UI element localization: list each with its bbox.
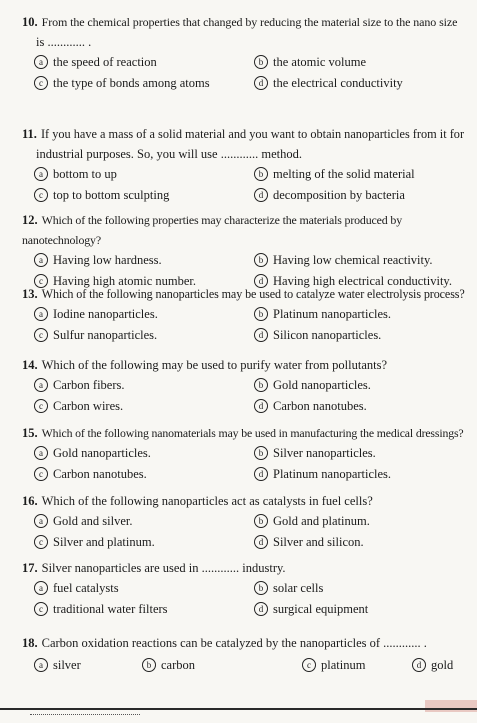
option-a[interactable] bbox=[34, 250, 162, 271]
question-18 bbox=[22, 633, 470, 676]
option-c[interactable] bbox=[34, 599, 168, 620]
option-mark: d bbox=[412, 658, 426, 672]
option-a[interactable] bbox=[34, 375, 125, 396]
option-a[interactable] bbox=[34, 52, 157, 73]
stem-line: Which of the following nanoparticles may be used to catalyze water electrolysis process? bbox=[41, 287, 465, 301]
option-text: bottom to up bbox=[53, 167, 117, 181]
option-mark: d bbox=[254, 399, 268, 413]
option-text: the speed of reaction bbox=[53, 55, 157, 69]
option-a[interactable] bbox=[34, 164, 117, 185]
option-text: Gold nanoparticles. bbox=[53, 446, 151, 460]
option-text: Platinum nanoparticles. bbox=[273, 467, 392, 481]
option-text: Having high electrical conductivity. bbox=[273, 274, 452, 288]
footer-scribble bbox=[30, 714, 140, 721]
option-text: the atomic volume bbox=[273, 55, 367, 69]
option-b[interactable] bbox=[254, 443, 376, 464]
option-d[interactable] bbox=[254, 396, 367, 417]
option-mark: c bbox=[34, 76, 48, 90]
option-mark: a bbox=[34, 378, 48, 392]
options-row bbox=[22, 375, 470, 396]
option-mark: b bbox=[254, 307, 268, 321]
option-b[interactable] bbox=[254, 511, 370, 532]
options-row bbox=[22, 655, 470, 676]
question-number: 16. bbox=[22, 494, 38, 508]
question-16 bbox=[22, 491, 470, 553]
option-a[interactable] bbox=[34, 443, 151, 464]
option-mark: d bbox=[254, 467, 268, 481]
option-mark: c bbox=[34, 328, 48, 342]
option-d[interactable] bbox=[412, 655, 453, 676]
option-mark: c bbox=[34, 467, 48, 481]
stem-line: industrial purposes. So, you will use ............ method. bbox=[36, 147, 302, 161]
option-d[interactable] bbox=[254, 325, 381, 346]
option-text: Gold and platinum. bbox=[273, 514, 370, 528]
option-text: Silver and platinum. bbox=[53, 535, 155, 549]
question-stem bbox=[22, 423, 470, 443]
option-mark: d bbox=[254, 328, 268, 342]
option-text: Having high atomic number. bbox=[53, 274, 197, 288]
options-row bbox=[22, 578, 470, 599]
stem-line: Carbon oxidation reactions can be catalyzed by the nanoparticles of ............ . bbox=[41, 636, 427, 650]
option-mark: a bbox=[34, 658, 48, 672]
option-mark: c bbox=[34, 274, 48, 288]
question-stem bbox=[22, 558, 470, 578]
option-text: Sulfur nanoparticles. bbox=[53, 328, 158, 342]
options-row bbox=[22, 325, 470, 346]
option-text: Having low chemical reactivity. bbox=[273, 253, 433, 267]
option-text: Carbon nanotubes. bbox=[273, 399, 367, 413]
option-text: Iodine nanoparticles. bbox=[53, 307, 158, 321]
option-text: Silver and silicon. bbox=[273, 535, 364, 549]
option-mark: d bbox=[254, 76, 268, 90]
options-row bbox=[22, 52, 470, 73]
options-row bbox=[22, 304, 470, 325]
option-mark: b bbox=[254, 514, 268, 528]
option-text: the electrical conductivity bbox=[273, 76, 403, 90]
question-15 bbox=[22, 423, 470, 485]
question-number: 13. bbox=[22, 287, 38, 301]
option-text: Having low hardness. bbox=[53, 253, 162, 267]
option-d[interactable] bbox=[254, 532, 364, 553]
option-a[interactable] bbox=[34, 655, 81, 676]
option-text: Gold and silver. bbox=[53, 514, 133, 528]
options-row bbox=[22, 185, 470, 206]
option-mark: b bbox=[142, 658, 156, 672]
option-text: Silver nanoparticles. bbox=[273, 446, 376, 460]
option-b[interactable] bbox=[254, 578, 323, 599]
option-c[interactable] bbox=[34, 73, 210, 94]
option-mark: b bbox=[254, 253, 268, 267]
question-stem bbox=[22, 355, 470, 375]
option-c[interactable] bbox=[302, 655, 365, 676]
footer-rule bbox=[0, 708, 477, 710]
question-10 bbox=[22, 12, 470, 94]
question-stem bbox=[22, 284, 470, 304]
option-mark: d bbox=[254, 602, 268, 616]
stem-line: Silver nanoparticles are used in ............ industry. bbox=[41, 561, 286, 575]
stem-line: Which of the following may be used to purify water from pollutants? bbox=[41, 358, 388, 372]
stem-line: If you have a mass of a solid material and you want to obtain nanoparticles from it for bbox=[40, 127, 465, 141]
option-text: solar cells bbox=[273, 581, 324, 595]
page-corner-tab bbox=[425, 700, 477, 712]
option-mark: a bbox=[34, 167, 48, 181]
option-mark: a bbox=[34, 253, 48, 267]
question-12 bbox=[22, 210, 470, 292]
stem-line: is ............ . bbox=[36, 35, 92, 49]
question-number: 11. bbox=[22, 127, 37, 141]
question-number: 14. bbox=[22, 358, 38, 372]
option-c[interactable] bbox=[34, 464, 147, 485]
question-stem bbox=[22, 124, 470, 164]
option-a[interactable] bbox=[34, 304, 158, 325]
option-text: silver bbox=[53, 658, 81, 672]
options-row bbox=[22, 532, 470, 553]
option-c[interactable] bbox=[34, 325, 157, 346]
option-b[interactable] bbox=[254, 375, 371, 396]
option-c[interactable] bbox=[34, 532, 155, 553]
option-text: Platinum nanoparticles. bbox=[273, 307, 392, 321]
option-text: decomposition by bacteria bbox=[273, 188, 405, 202]
question-number: 12. bbox=[22, 213, 38, 227]
question-number: 18. bbox=[22, 636, 38, 650]
question-11 bbox=[22, 124, 470, 206]
option-text: gold bbox=[431, 658, 454, 672]
option-a[interactable] bbox=[34, 511, 133, 532]
stem-line: Which of the following properties may characterize the materials produced by nanotechnology? bbox=[22, 213, 402, 247]
question-13 bbox=[22, 284, 470, 346]
option-text: traditional water filters bbox=[53, 602, 168, 616]
option-d[interactable] bbox=[254, 599, 368, 620]
question-number: 15. bbox=[22, 426, 38, 440]
option-mark: d bbox=[254, 274, 268, 288]
options-row bbox=[22, 464, 470, 485]
options-row bbox=[22, 396, 470, 417]
option-mark: a bbox=[34, 307, 48, 321]
option-d[interactable] bbox=[254, 464, 391, 485]
option-b[interactable] bbox=[254, 52, 366, 73]
option-d[interactable] bbox=[254, 73, 403, 94]
option-mark: b bbox=[254, 378, 268, 392]
option-mark: b bbox=[254, 581, 268, 595]
option-mark: d bbox=[254, 188, 268, 202]
options-row bbox=[22, 443, 470, 464]
option-mark: a bbox=[34, 514, 48, 528]
option-text: Carbon nanotubes. bbox=[53, 467, 147, 481]
option-text: fuel catalysts bbox=[53, 581, 119, 595]
option-mark: a bbox=[34, 581, 48, 595]
option-text: melting of the solid material bbox=[273, 167, 415, 181]
option-text: Carbon fibers. bbox=[53, 378, 125, 392]
option-text: Carbon wires. bbox=[53, 399, 124, 413]
option-c[interactable] bbox=[34, 185, 169, 206]
option-b[interactable] bbox=[254, 304, 391, 325]
option-mark: b bbox=[254, 167, 268, 181]
question-14 bbox=[22, 355, 470, 417]
option-mark: c bbox=[302, 658, 316, 672]
option-text: Silicon nanoparticles. bbox=[273, 328, 382, 342]
stem-line: Which of the following nanomaterials may be used in manufacturing the medical dressings? bbox=[41, 426, 464, 440]
question-number: 10. bbox=[22, 15, 38, 29]
option-text: carbon bbox=[161, 658, 196, 672]
option-mark: a bbox=[34, 446, 48, 460]
option-mark: b bbox=[254, 55, 268, 69]
options-row bbox=[22, 73, 470, 94]
option-b[interactable] bbox=[142, 655, 195, 676]
stem-line: From the chemical properties that changed by reducing the material size to the nano size bbox=[41, 15, 458, 29]
question-stem bbox=[22, 210, 470, 250]
option-a[interactable] bbox=[34, 578, 119, 599]
option-b[interactable] bbox=[254, 164, 415, 185]
option-text: Gold nanoparticles. bbox=[273, 378, 371, 392]
options-row bbox=[22, 250, 470, 271]
option-mark: d bbox=[254, 535, 268, 549]
question-stem bbox=[22, 12, 470, 52]
option-mark: a bbox=[34, 55, 48, 69]
option-text: the type of bonds among atoms bbox=[53, 76, 210, 90]
question-stem bbox=[22, 491, 470, 511]
option-mark: c bbox=[34, 399, 48, 413]
question-stem bbox=[22, 633, 470, 653]
option-mark: c bbox=[34, 535, 48, 549]
options-row bbox=[22, 511, 470, 532]
option-mark: c bbox=[34, 602, 48, 616]
option-c[interactable] bbox=[34, 396, 123, 417]
option-d[interactable] bbox=[254, 185, 405, 206]
question-17 bbox=[22, 558, 470, 620]
option-b[interactable] bbox=[254, 250, 433, 271]
options-row bbox=[22, 164, 470, 185]
option-mark: c bbox=[34, 188, 48, 202]
options-row bbox=[22, 599, 470, 620]
question-number: 17. bbox=[22, 561, 38, 575]
option-text: platinum bbox=[321, 658, 366, 672]
option-mark: b bbox=[254, 446, 268, 460]
option-text: top to bottom sculpting bbox=[53, 188, 170, 202]
stem-line: Which of the following nanoparticles act as catalysts in fuel cells? bbox=[41, 494, 373, 508]
option-text: surgical equipment bbox=[273, 602, 369, 616]
